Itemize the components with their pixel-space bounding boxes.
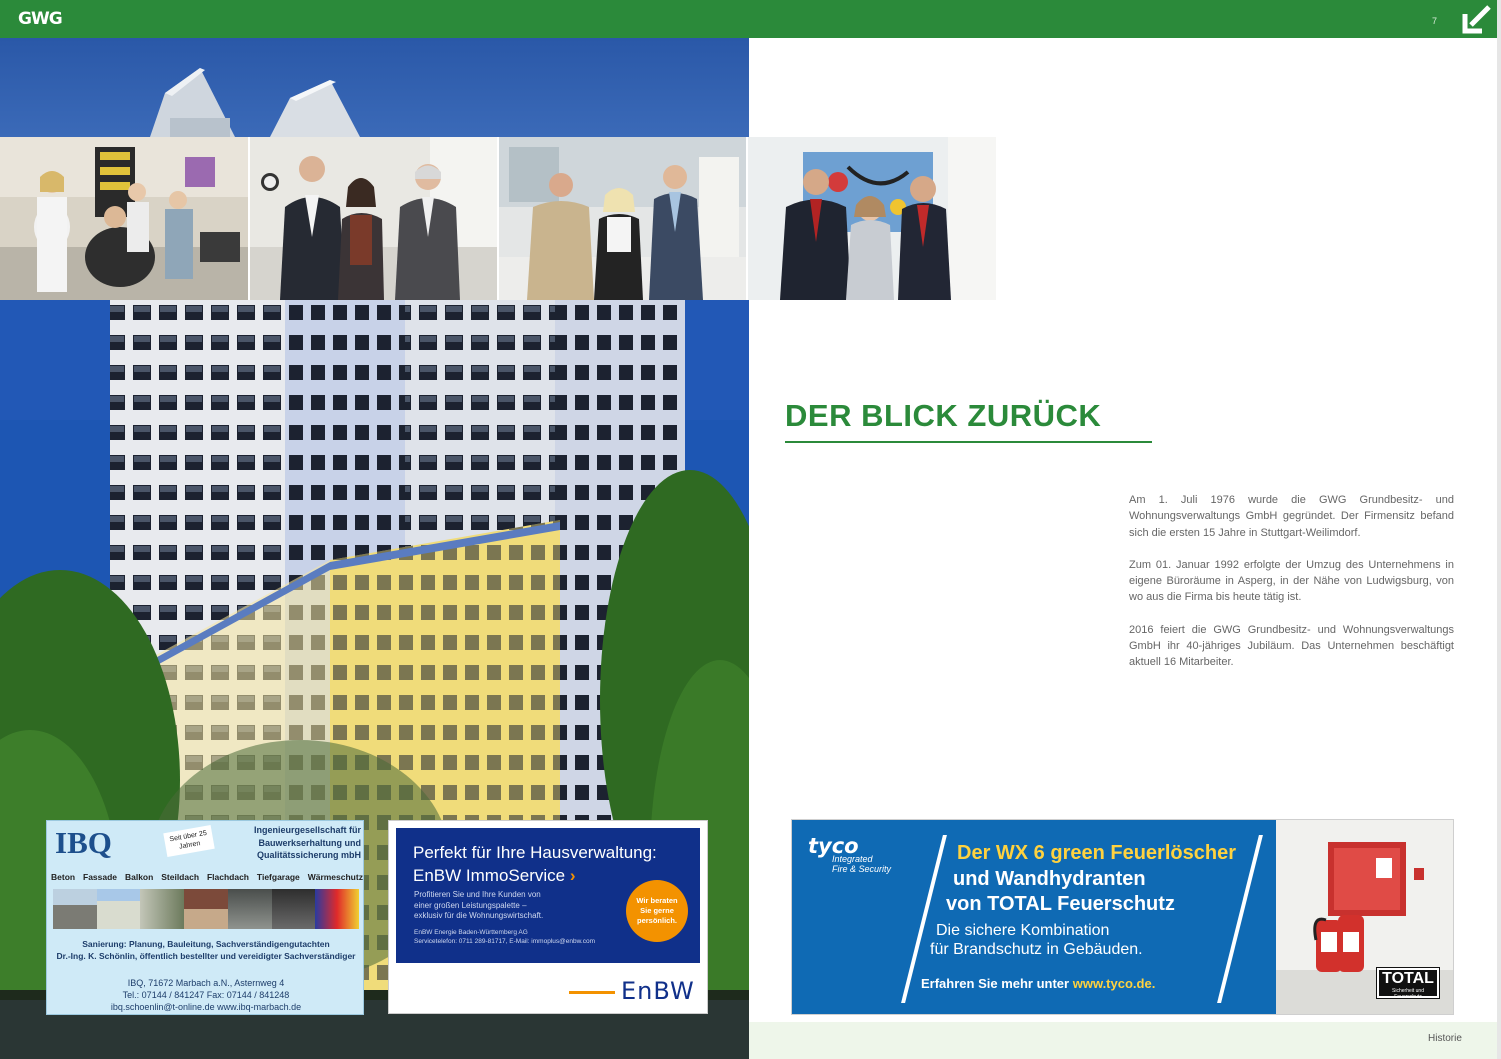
enbw-body-line: einer großen Leistungspalette – [414,900,527,910]
ibq-services: Sanierung: Planung, Bauleitung, Sachverständigengutachten [82,939,330,949]
enbw-logo: EnBW [621,977,695,1005]
enbw-body-line: Profitieren Sie und Ihre Kunden von [414,890,541,899]
tyco-tagline-line: Integrated [832,854,873,864]
enbw-advertisement[interactable] [388,820,708,1014]
enbw-body-text [414,890,584,922]
ibq-expert: Dr.-Ing. K. Schönlin, öffentlich bestellter und vereidigter Sachverständiger [56,951,356,961]
total-logo-text: TOTAL [1382,970,1434,987]
enbw-headline: Perfekt für Ihre Hausverwaltung: [413,843,657,862]
enbw-badge-line: Wir beraten [636,896,678,905]
header-bar [0,0,1497,38]
ibq-category: Balkon [124,872,154,882]
history-text [1129,492,1454,687]
enbw-consult-badge [626,880,688,942]
total-logo [1377,968,1439,998]
ibq-address: IBQ, 71672 Marbach a.N., Asternweg 4 [127,978,285,988]
tyco-tagline [832,854,891,874]
title-underline [785,441,1152,443]
ibq-category: Wärmeschutz [307,872,363,882]
tyco-subline: für Brandschutz in Gebäuden. [930,941,1143,958]
ibq-category: Fassade [83,872,118,882]
ibq-web[interactable]: ibq.schoenlin@t-online.de www.ibq-marbach.de [110,1002,302,1012]
ibq-thumb-flachdach [228,889,272,929]
gwg-logo: GWG [18,9,62,29]
ibq-contact [47,977,365,1013]
tyco-headline: von TOTAL Feuerschutz [946,893,1175,915]
enbw-footer-text [414,928,595,946]
enbw-body-line: exklusiv für die Wohnungswirtschaft. [414,911,544,920]
ibq-logo: IBQ [55,825,112,860]
tyco-headline: und Wandhydranten [953,868,1146,890]
enbw-service-label: EnBW ImmoService [413,866,566,885]
tyco-tagline-line: Fire & Security [832,864,892,874]
tyco-headline: Der WX 6 green Feuerlöscher [957,842,1236,864]
ibq-thumb-waermeschutz [315,889,359,929]
ibq-company-line: Qualitätssicherung mbH [256,850,361,860]
ibq-thumb-steildach [184,889,228,929]
history-paragraph: Am 1. Juli 1976 wurde die GWG Grundbesitz- und Wohnungsverwaltungs GmbH gegründet. Der Firmensitz befand sich die ersten 15 Jahre in Stuttgart-Weilimdorf. [1129,494,1454,539]
ibq-since-badge: Seit über 25 Jahren [163,825,214,857]
enbw-badge-line: Sie gerne [640,906,674,915]
team-photo-3 [499,137,748,300]
rooftop-photo [0,38,749,137]
page-title: DER BLICK ZURÜCK [785,398,1102,433]
page-edge [1497,0,1501,1059]
ibq-company-name [249,824,361,862]
tyco-url-link[interactable]: www.tyco.de. [1072,976,1156,991]
history-paragraph: Zum 01. Januar 1992 erfolgte der Umzug des Unternehmens in eigene Büroräume in Asperg, in der Nähe von Ludwigsburg, von wo aus die Firma bis heute tätig ist. [1129,558,1454,604]
ibq-company-line: Bauwerkserhaltung und [258,837,361,848]
ibq-advertisement[interactable] [46,820,364,1015]
enbw-badge-line: persönlich. [636,916,677,925]
enbw-logo-stroke [569,991,615,994]
tyco-cta-text: Erfahren Sie mehr unter [921,976,1073,991]
ibq-categories [49,872,365,882]
arrow-down-left-icon[interactable] [1462,4,1492,34]
ibq-category: Steildach [161,872,200,882]
fire-extinguisher-photo [1276,820,1454,1015]
ibq-thumbnails [53,889,359,931]
ibq-category: Flachdach [206,872,249,882]
chevron-right-icon: › [565,866,576,885]
tyco-call-to-action[interactable] [921,976,1155,991]
tyco-logo: tyco [808,834,859,858]
ibq-thumb-fassade [97,889,141,929]
ibq-thumb-balkon [140,889,184,929]
footer-section-label: Historie [1428,1033,1462,1044]
ibq-category: Beton [51,872,76,882]
team-photo-1 [0,137,250,300]
enbw-contact: Servicetelefon: 0711 289-81717, E-Mail: immoplus@enbw.com [414,938,595,945]
total-logo-sub: Sicherheit und Feuerschutz [1392,988,1424,1000]
history-paragraph: 2016 feiert die GWG Grundbesitz- und Wohnungsverwaltungs GmbH ihr 40-jähriges Jubiläum. Das Unternehmen beschäftigt aktuell 16 Mitarbeiter. [1129,623,1454,669]
tyco-subline: Die sichere Kombination [936,922,1110,939]
ibq-thumb-beton [53,889,97,929]
ibq-category: Tiefgarage [256,872,300,882]
ibq-company-line: Ingenieurgesellschaft für [253,825,361,835]
team-photo-4 [748,137,996,300]
ibq-thumb-tiefgarage [272,889,316,929]
enbw-service-name [413,866,575,886]
footer-band [749,1022,1497,1059]
team-photo-2 [250,137,499,300]
page-number: 7 [1432,16,1438,26]
ibq-phone: Tel.: 07144 / 841247 Fax: 07144 / 841248 [122,990,290,1000]
enbw-panel [396,828,700,963]
tyco-advertisement[interactable] [791,819,1454,1015]
enbw-company: EnBW Energie Baden-Württemberg AG [414,929,528,936]
